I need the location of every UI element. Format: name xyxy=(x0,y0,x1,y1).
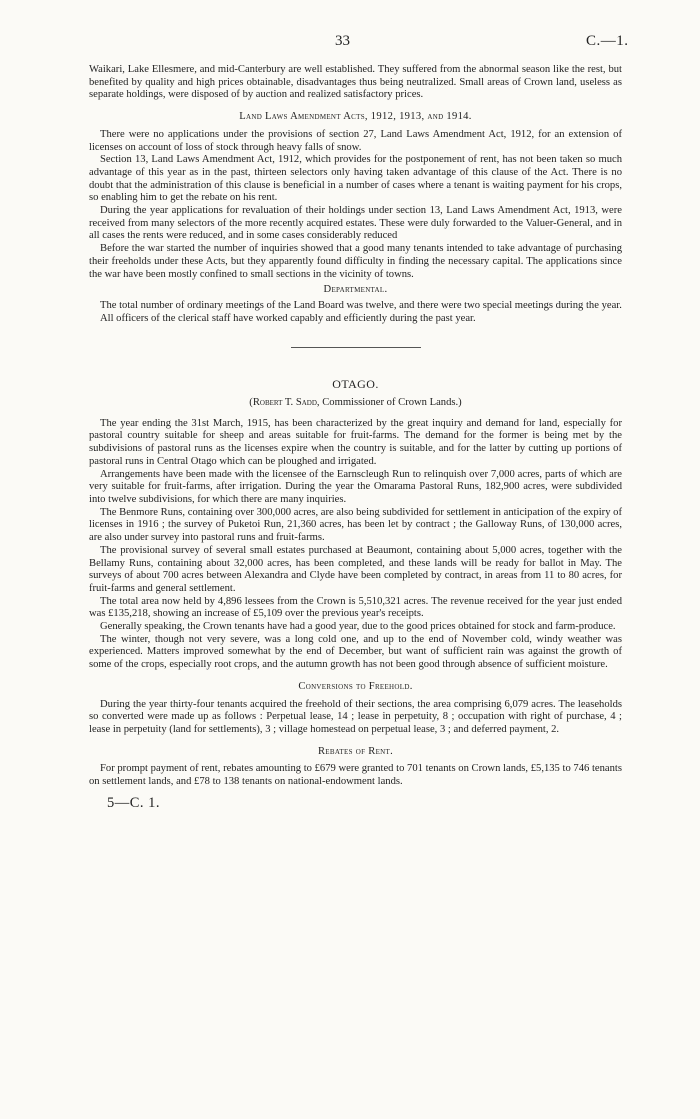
paragraph: There were no applications under the provisions of section 27, Land Laws Amendment Act, 1912, for an extension of licenses on account of loss of stock through heavy falls of snow. xyxy=(89,128,622,153)
section-heading-departmental: Departmental. xyxy=(323,284,388,296)
paragraph: The provisional survey of several small estates purchased at Beaumont, containing about 5,000 acres, together with the Bellamy Runs, containing about 32,000 acres, has been completed, and these lands will be ready for ballot in May. The surveys of about 700 acres between Alexandra and Clyde have been completed by contract, in areas from 11 to 80 acres, for fruit-farms and general settlement. xyxy=(89,544,622,594)
commissioner-line xyxy=(89,397,622,410)
paragraph: Before the war started the number of inquiries showed that a good many tenants intended to take advantage of purchasing their freeholds under these Acts, but they apparently found difficulty in finding the necessary capital. The applications since the war have been mostly confined to small sections in the vicinity of towns. xyxy=(89,243,622,280)
paragraph: During the year applications for revaluation of their holdings under section 13, Land Laws Amendment Act, 1913, were received from many selectors of the more recently acquired estates. These were duly forwarded to the Valuer-General, and in all cases the rents were reduced, and in some cases considerably reduced xyxy=(89,205,622,242)
paragraph: The Benmore Runs, containing over 300,000 acres, are also being subdivided for settlement in anticipation of the expiry of licenses in 1916 ; the survey of Puketoi Run, 21,360 acres, has been let by contract ; the Galloway Runs, of 130,000 acres, are also under survey into pastoral runs and fruit-farms. xyxy=(89,506,622,544)
paragraph: Generally speaking, the Crown tenants have had a good year, due to the good prices obtained for stock and farm-produce. xyxy=(100,621,616,633)
paragraph: The year ending the 31st March, 1915, has been characterized by the great inquiry and demand for land, especially for pastoral country suitable for sheep and areas suitable for fruit-farms. The demand for the former is being met by the subdivisions of pastoral runs as the licenses expire when the country is suitable, and for the latter by cutting up portions of pastoral runs in Central Otago which can be ploughed and irrigated. xyxy=(89,417,622,467)
paragraph: During the year thirty-four tenants acquired the freehold of their sections, the area comprising 6,079 acres. The leaseholds so converted were made up as follows : Perpetual lease, 14 ; lease in perpetuity, 8 ; occupation with right of purchase, 4 ; lease in perpetuity (land for settlements), 3 ; village homestead on perpetual lease, 3 ; and deferred payment, 2. xyxy=(89,698,622,735)
commissioner-name: Robert T. Sadd xyxy=(252,397,317,409)
section-heading-land-laws: Land Laws Amendment Acts, 1912, 1913, and 1914. xyxy=(239,111,472,123)
intro-paragraph: Waikari, Lake Ellesmere, and mid-Canterbury are well established. They suffered from the abnormal season like the rest, but benefited by quality and high prices obtainable, disadvantages thus being neutralized. Small areas of Crown land, useless as separate holdings, were disposed of by auction and realized satisfactory prices. xyxy=(89,64,622,101)
paragraph: Section 13, Land Laws Amendment Act, 1912, which provides for the postponement of rent, has not been taken so much advantage of this year as in the past, thirteen selectors only having taken advantage of this clause of the Act. There is no doubt that the administration of this clause is beneficial in a number of cases where a tenant is waiting payment for his crops, so enabling him to get the rebate on his rent. xyxy=(89,154,622,204)
paren-open: ( xyxy=(249,397,253,409)
document-reference: C.—1. xyxy=(586,33,629,49)
commissioner-title: , Commissioner of Crown Lands.) xyxy=(316,397,462,409)
section-divider xyxy=(291,347,421,348)
paragraph: The total number of ordinary meetings of the Land Board was twelve, and there were two special meetings during the year. xyxy=(100,299,622,311)
paragraph: The winter, though not very severe, was a long cold one, and up to the end of November cold, windy weather was experienced. Matters improved somewhat by the end of December, but want of sufficient rain was against the growth of some of the crops, especially root crops, and the autumn growth has not been good through absence of sufficient moisture. xyxy=(89,633,622,671)
footer-signature: 5—C. 1. xyxy=(107,794,161,811)
section-heading-rebates: Rebates of Rent. xyxy=(317,745,394,757)
paragraph: For prompt payment of rent, rebates amounting to £679 were granted to 701 tenants on Crown lands, £5,135 to 746 tenants on settlement lands, and £78 to 138 tenants on national-endowment lands. xyxy=(89,763,622,788)
paragraph: All officers of the clerical staff have worked capably and efficiently during the past year. xyxy=(100,312,476,324)
paragraph: Arrangements have been made with the licensee of the Earnscleugh Run to relinquish over 7,000 acres, parts of which are very suitable for fruit-farms, after irrigation. During the year the Omarama Pastoral Runs, 182,900 acres, were subdivided into twelve subdivisions, for which there are many inquiries. xyxy=(89,468,622,505)
paragraph: The total area now held by 4,896 lessees from the Crown is 5,510,321 acres. The revenue received for the year just ended was £135,218, showing an increase of £5,109 over the previous year's receipts. xyxy=(89,595,622,620)
section-title-otago: OTAGO. xyxy=(332,377,379,392)
section-heading-conversions: Conversions to Freehold. xyxy=(298,680,413,692)
page-number: 33 xyxy=(335,33,350,49)
document-body xyxy=(89,64,622,809)
